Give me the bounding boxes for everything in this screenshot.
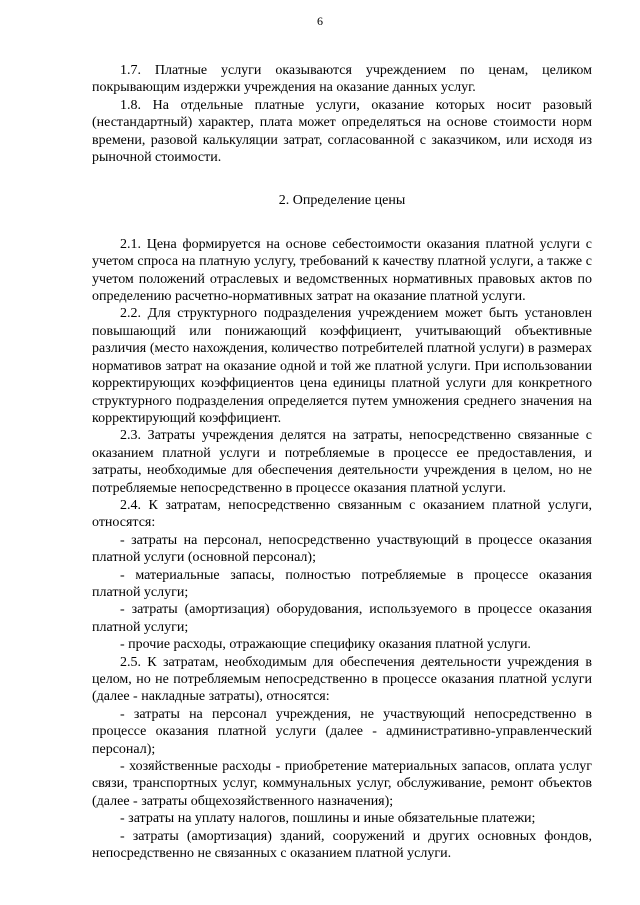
paragraph-2-5: 2.5. К затратам, необходимым для обеспечения деятельности учреждения в целом, но не потребляемым непосредственно в процессе оказания платной услуги (далее - накладные затраты), относятся:: [92, 654, 592, 705]
list-item-direct-staff: - затраты на персонал, непосредственно участвующий в процессе оказания платной услуги (основной персонал);: [92, 532, 592, 566]
list-item-materials: - материальные запасы, полностью потребляемые в процессе оказания платной услуги;: [92, 567, 592, 600]
paragraph-2-1: 2.1. Цена формируется на основе себестоимости оказания платной услуги с учетом спроса на платную услугу, требований к качеству платной услуги, а также с учетом положений отраслевых и ведомственных нормативных правовых актов по определению расчетно-нормативных затрат на оказание платной услуги.: [92, 236, 592, 305]
paragraph-2-4: 2.4. К затратам, непосредственно связанным с оказанием платной услуги, относятся:: [92, 497, 592, 531]
paragraph-1-8: 1.8. На отдельные платные услуги, оказание которых носит разовый (нестандартный) характер, плата может определяться на основе стоимости норм времени, разовой калькуляции затрат, согласованной с заказчиком, или исходя из рыночной стоимости.: [92, 97, 592, 166]
section-heading: 2. Определение цены: [278, 193, 406, 209]
document-body: [92, 62, 592, 862]
list-item-admin-staff: - затраты на персонал учреждения, не участвующий непосредственно в процессе оказания платной услуги (далее - административно-управленческий персонал);: [92, 706, 592, 757]
paragraph-2-2: 2.2. Для структурного подразделения учреждением может быть установлен повышающий или понижающий коэффициент, учитывающий объективные различия (место нахождения, количество потребителей платной услуги) в размерах нормативов затрат на оказание одной и той же платной услуги. При использовании корректирующих коэффициентов цена единицы платной услуги для конкретного структурного подразделения определяется путем умножения среднего значения на корректирующий коэффициент.: [92, 306, 592, 426]
page-number: 6: [317, 14, 323, 28]
paragraph-1-7: 1.7. Платные услуги оказываются учреждением по ценам, целиком покрывающим издержки учреждения на оказание данных услуг.: [92, 63, 592, 96]
list-item-taxes: - затраты на уплату налогов, пошлины и иные обязательные платежи;: [120, 811, 536, 827]
list-item-buildings: - затраты (амортизация) зданий, сооружений и других основных фондов, непосредственно не связанных с оказанием платной услуги.: [92, 828, 592, 862]
list-item-household-expenses: - хозяйственные расходы - приобретение материальных запасов, оплата услуг связи, транспортных услуг, коммунальных услуг, обслуживание, ремонт объектов (далее - затраты общехозяйственного назначения);: [92, 759, 592, 809]
list-item-other-expenses: - прочие расходы, отражающие специфику оказания платной услуги.: [120, 637, 531, 653]
paragraph-2-3: 2.3. Затраты учреждения делятся на затраты, непосредственно связанные с оказанием платной услуги и потребляемые в процессе ее предоставления, и затраты, необходимые для обеспечения деятельности учреждения в целом, но не потребляемые непосредственно в процессе оказания платной услуги.: [92, 428, 592, 496]
list-item-equipment: - затраты (амортизация) оборудования, используемого в процессе оказания платной услуги;: [92, 602, 592, 635]
